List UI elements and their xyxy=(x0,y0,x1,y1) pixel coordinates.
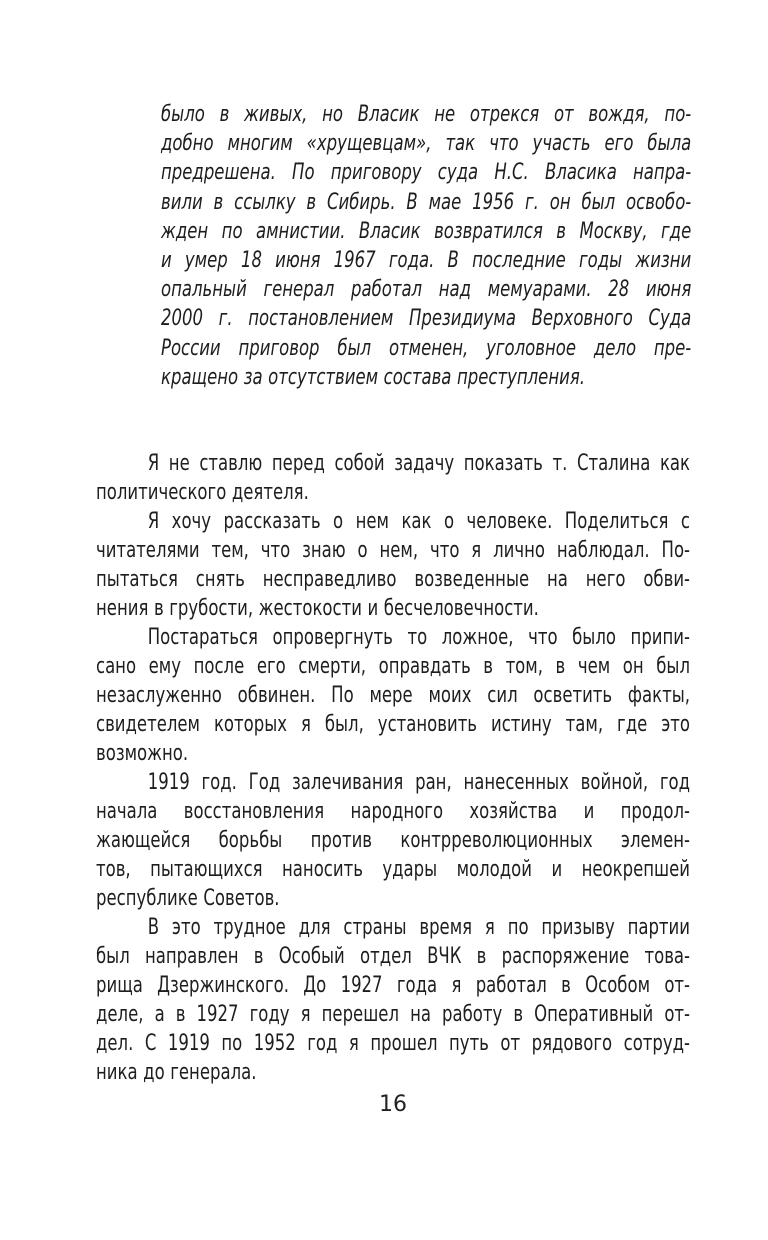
text-line: незаслуженно обвинен. По мере моих сил осветить факты, xyxy=(96,683,690,708)
paragraph xyxy=(96,449,690,507)
text-line: 1919 год. Год залечивания ран, нанесенных войной, год xyxy=(147,770,690,795)
text-line: жающейся борьбы против контрреволюционных элемен- xyxy=(96,828,690,853)
text-line: и умер 18 июня 1967 года. В последние годы жизни xyxy=(161,248,692,274)
page-number: 16 xyxy=(379,1092,407,1117)
paragraph xyxy=(96,913,690,1087)
body-text xyxy=(96,449,690,1087)
paragraph xyxy=(96,507,690,623)
text-line: 2000 г. постановлением Президиума Верховного Суда xyxy=(161,306,692,332)
text-line: рища Дзержинского. До 1927 года я работал в Особом от- xyxy=(96,973,690,998)
text-line: нения в грубости, жестокости и бесчеловечности. xyxy=(96,596,539,621)
text-line: Я не ставлю перед собой задачу показать т. Сталина как xyxy=(147,451,690,476)
text-line: было в живых, но Власик не отрекся от вождя, по- xyxy=(161,102,692,127)
paragraph xyxy=(96,768,690,913)
text-line: вили в ссылку в Сибирь. В мае 1956 г. он был освобо- xyxy=(161,189,692,215)
text-line: Я хочу рассказать о нем как о человеке. Поделиться с xyxy=(147,509,690,534)
text-line: В это трудное для страны время я по призыву партии xyxy=(147,915,690,940)
paragraph xyxy=(96,623,690,768)
text-line: был направлен в Особый отдел ВЧК в распоряжение това- xyxy=(96,944,690,969)
text-line: предрешена. По приговору суда Н.С. Власика напра- xyxy=(161,160,692,186)
text-line: политического деятеля. xyxy=(96,480,309,505)
text-line: читателями тем, что знаю о нем, что я лично наблюдал. По- xyxy=(96,538,690,563)
text-line: свидетелем которых я был, установить истину там, где это xyxy=(96,712,690,737)
text-line: начала восстановления народного хозяйства и продол- xyxy=(96,799,690,824)
text-line: возможно. xyxy=(96,741,189,766)
text-line: добно многим «хрущевцам», так что участь его была xyxy=(161,131,692,157)
text-line: ника до генерала. xyxy=(96,1060,257,1085)
quote-block xyxy=(161,100,691,392)
text-line: дел. С 1919 по 1952 год я прошел путь от рядового сотруд- xyxy=(96,1031,690,1056)
text-line: опальный генерал работал над мемуарами. 28 июня xyxy=(161,277,692,303)
text-line: тов, пытающихся наносить удары молодой и неокрепшей xyxy=(96,857,690,882)
text-line: кращено за отсутствием состава преступления. xyxy=(161,364,586,390)
text-line: России приговор был отменен, уголовное дело пре- xyxy=(161,335,692,361)
text-line: сано ему после его смерти, оправдать в том, в чем он был xyxy=(96,654,690,679)
text-line: пытаться снять несправедливо возведенные на него обви- xyxy=(96,567,690,592)
text-line: Постараться опровергнуть то ложное, что было припи- xyxy=(147,625,690,650)
text-line: жден по амнистии. Власик возвратился в Москву, где xyxy=(161,218,692,244)
text-line: деле, а в 1927 году я перешел на работу в Оперативный от- xyxy=(96,1002,690,1027)
text-line: республике Советов. xyxy=(96,886,280,911)
